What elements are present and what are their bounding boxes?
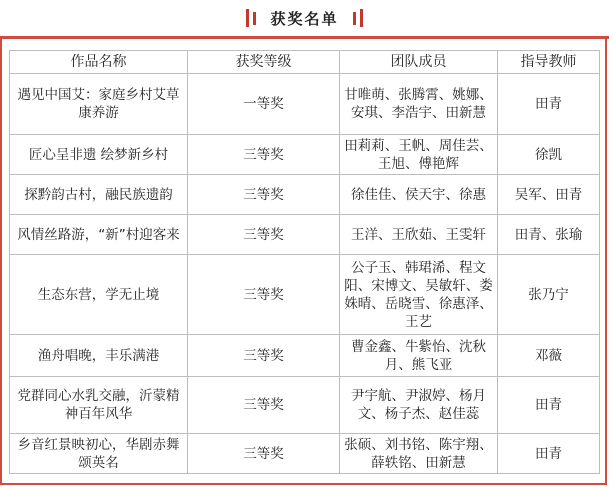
work-name: 党群同心水乳交融，沂蒙精神百年风华 bbox=[10, 377, 188, 434]
advisor: 吴军、田青 bbox=[498, 175, 600, 215]
section-header bbox=[0, 0, 609, 36]
work-name: 探黔韵古村，融民族遗韵 bbox=[10, 175, 188, 215]
table-row bbox=[10, 335, 600, 377]
table-row bbox=[10, 377, 600, 434]
advisor: 张乃宁 bbox=[498, 255, 600, 335]
table-row bbox=[10, 215, 600, 255]
table-row bbox=[10, 74, 600, 135]
decor-bar-icon bbox=[246, 9, 249, 27]
team-members: 徐佳佳、侯天宇、徐惠 bbox=[340, 175, 498, 215]
advisor: 徐凯 bbox=[498, 135, 600, 175]
decor-bar-icon bbox=[353, 12, 356, 25]
table-header-row bbox=[10, 51, 600, 74]
table-row bbox=[10, 135, 600, 175]
work-name: 乡音红景映初心，华剧赤舞颂英名 bbox=[10, 434, 188, 474]
work-name: 匠心呈非遗 绘梦新乡村 bbox=[10, 135, 188, 175]
award-level: 三等奖 bbox=[188, 175, 340, 215]
team-members: 田莉莉、王帆、周佳芸、王旭、傅艳辉 bbox=[340, 135, 498, 175]
award-level: 三等奖 bbox=[188, 255, 340, 335]
work-name: 遇见中国艾：家庭乡村艾草康养游 bbox=[10, 74, 188, 135]
team-members: 尹宇航、尹淑婷、杨月文、杨子杰、赵佳蕊 bbox=[340, 377, 498, 434]
award-level: 三等奖 bbox=[188, 335, 340, 377]
column-header-members: 团队成员 bbox=[340, 51, 498, 74]
advisor: 田青、张瑜 bbox=[498, 215, 600, 255]
decor-bar-icon bbox=[360, 9, 363, 27]
table-row bbox=[10, 175, 600, 215]
team-members: 公子玉、韩珺浠、程文阳、宋博文、吴敏轩、娄姝晴、岳晓雪、徐惠泽、王艺 bbox=[340, 255, 498, 335]
award-level: 一等奖 bbox=[188, 74, 340, 135]
advisor: 田青 bbox=[498, 74, 600, 135]
table-row bbox=[10, 255, 600, 335]
work-name: 生态东营，学无止境 bbox=[10, 255, 188, 335]
award-level: 三等奖 bbox=[188, 434, 340, 474]
advisor: 田青 bbox=[498, 377, 600, 434]
team-members: 张硕、刘书铭、陈宇翔、薛轶铭、田新慧 bbox=[340, 434, 498, 474]
team-members: 曹金鑫、牛紫怡、沈秋月、熊飞亚 bbox=[340, 335, 498, 377]
column-header-teacher: 指导教师 bbox=[498, 51, 600, 74]
work-name: 渔舟唱晚，丰乐满港 bbox=[10, 335, 188, 377]
column-header-level: 获奖等级 bbox=[188, 51, 340, 74]
team-members: 王洋、王欣茹、王雯轩 bbox=[340, 215, 498, 255]
award-level: 三等奖 bbox=[188, 215, 340, 255]
advisor: 邓薇 bbox=[498, 335, 600, 377]
awards-table bbox=[9, 50, 600, 474]
decor-bar-icon bbox=[253, 12, 256, 25]
award-level: 三等奖 bbox=[188, 135, 340, 175]
award-level: 三等奖 bbox=[188, 377, 340, 434]
advisor: 田青 bbox=[498, 434, 600, 474]
work-name: 风情丝路游，“新”村迎客来 bbox=[10, 215, 188, 255]
team-members: 甘唯萌、张腾霄、姚娜、安琪、李浩宇、田新慧 bbox=[340, 74, 498, 135]
page-title: 获奖名单 bbox=[270, 9, 339, 28]
column-header-work: 作品名称 bbox=[10, 51, 188, 74]
table-row bbox=[10, 434, 600, 474]
